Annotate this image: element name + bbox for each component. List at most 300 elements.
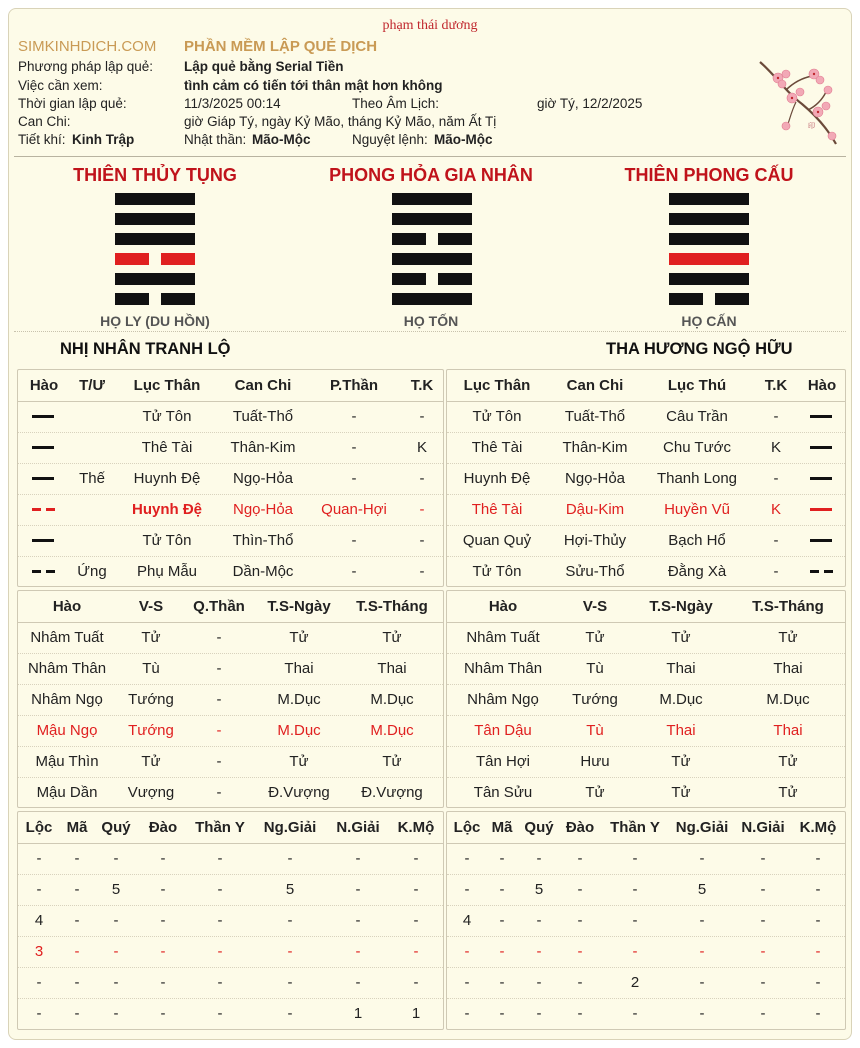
table-cell: - bbox=[773, 408, 779, 425]
table-cell: - bbox=[577, 912, 583, 929]
column-header: Can Chi bbox=[566, 377, 624, 394]
table-row bbox=[447, 556, 845, 587]
hexagram-line-segment bbox=[438, 233, 472, 245]
hexagram-mutual bbox=[392, 193, 472, 313]
table-cell: - bbox=[760, 912, 766, 929]
hexagram-line bbox=[115, 213, 195, 225]
table-row bbox=[447, 874, 845, 906]
table-cell: Dần-Mộc bbox=[232, 563, 294, 580]
table-cell: Ngọ-Hỏa bbox=[564, 470, 626, 487]
hexagram-line-segment bbox=[115, 293, 149, 305]
table-cell: - bbox=[499, 881, 505, 898]
table-row bbox=[18, 936, 443, 968]
table-header-row bbox=[18, 370, 443, 402]
line-glyph-segment bbox=[46, 508, 55, 511]
table-row bbox=[18, 401, 443, 433]
column-header: Can Chi bbox=[234, 377, 292, 394]
table-cell: Tử bbox=[141, 629, 161, 646]
table-changed-lines bbox=[446, 369, 846, 587]
hexagram-line bbox=[669, 233, 749, 245]
table-cell: - bbox=[216, 660, 222, 677]
line-glyph-segment bbox=[810, 477, 832, 480]
column-header: Đào bbox=[148, 819, 178, 836]
table-cell: 3 bbox=[34, 943, 44, 960]
table-cell: 1 bbox=[411, 1005, 421, 1022]
table-row bbox=[18, 432, 443, 464]
hexagram-line bbox=[115, 233, 195, 245]
table-cell: - bbox=[351, 470, 357, 487]
table-cell: - bbox=[815, 943, 821, 960]
table-cell: Tuất-Thổ bbox=[564, 408, 626, 425]
column-header: T.S-Ngày bbox=[267, 598, 331, 615]
table-cell: 5 bbox=[111, 881, 121, 898]
table-cell: - bbox=[217, 974, 223, 991]
hexagram-line-segment bbox=[392, 293, 472, 305]
column-header: Mã bbox=[66, 819, 88, 836]
table-cell: K bbox=[770, 439, 782, 456]
table-cell: Thân-Kim bbox=[562, 439, 628, 456]
table-cell: - bbox=[36, 974, 42, 991]
hexagram-name-changed: THIÊN PHONG CẤU bbox=[624, 165, 794, 185]
table-cell: - bbox=[464, 1005, 470, 1022]
table-cell: Tử bbox=[778, 784, 798, 801]
table-cell: - bbox=[36, 850, 42, 867]
palace-main: HỌ LY (DU HỒN) bbox=[100, 313, 210, 329]
table-row bbox=[18, 777, 443, 808]
table-cell: Thanh Long bbox=[656, 470, 738, 487]
table-row bbox=[18, 684, 443, 716]
table-cell: - bbox=[632, 912, 638, 929]
table-row bbox=[447, 684, 845, 716]
column-header: K.Mộ bbox=[397, 819, 435, 836]
table-cell: - bbox=[760, 881, 766, 898]
table-cell: - bbox=[760, 943, 766, 960]
line-glyph bbox=[810, 525, 834, 556]
table-row bbox=[18, 715, 443, 747]
method-label: Phương pháp lập quẻ: bbox=[18, 59, 153, 74]
table-cell: - bbox=[632, 850, 638, 867]
table-cell: Thai bbox=[773, 722, 803, 739]
table-cell: Tân Sửu bbox=[473, 784, 533, 801]
table-cell: Tướng bbox=[128, 722, 174, 739]
table-cell: Quan-Hợi bbox=[321, 501, 387, 518]
table-cell: - bbox=[355, 974, 361, 991]
table-cell: - bbox=[74, 1005, 80, 1022]
line-glyph-segment bbox=[810, 446, 832, 449]
table-cell: 2 bbox=[630, 974, 640, 991]
question-label: Việc cần xem: bbox=[18, 78, 103, 93]
table-cell: Thai bbox=[773, 660, 803, 677]
table-row bbox=[447, 401, 845, 433]
table-row bbox=[447, 777, 845, 808]
table-cell: - bbox=[160, 850, 166, 867]
table-cell: - bbox=[113, 850, 119, 867]
line-glyph-segment bbox=[32, 415, 54, 418]
table-row bbox=[447, 905, 845, 937]
table-cell: M.Dục bbox=[766, 691, 810, 708]
column-header: T.S-Ngày bbox=[649, 598, 713, 615]
author-name: phạm thái dương bbox=[382, 18, 478, 33]
table-cell: - bbox=[577, 974, 583, 991]
table-cell: M.Dục bbox=[370, 691, 414, 708]
table-cell: - bbox=[699, 912, 705, 929]
table-cell: Mậu Dần bbox=[36, 784, 98, 801]
table-cell: K bbox=[416, 439, 428, 456]
table-cell: Nhâm Tuất bbox=[30, 629, 104, 646]
column-header: Mã bbox=[491, 819, 513, 836]
month-order-value: Mão-Mộc bbox=[434, 132, 493, 147]
table-cell: - bbox=[217, 1005, 223, 1022]
hexagram-name-main: THIÊN THỦY TỤNG bbox=[73, 165, 237, 185]
line-glyph bbox=[32, 432, 56, 463]
column-header: Hào bbox=[807, 377, 837, 394]
table-changed-stars bbox=[446, 811, 846, 1030]
table-cell: - bbox=[464, 974, 470, 991]
subtitle-right: THA HƯƠNG NGỘ HỮU bbox=[606, 340, 793, 358]
table-cell: - bbox=[632, 881, 638, 898]
table-cell: - bbox=[536, 943, 542, 960]
line-glyph bbox=[32, 463, 56, 494]
table-cell: Thê Tài bbox=[471, 501, 523, 518]
table-row bbox=[447, 936, 845, 968]
table-cell: - bbox=[632, 1005, 638, 1022]
table-cell: - bbox=[773, 563, 779, 580]
line-glyph bbox=[810, 556, 834, 587]
table-cell: Thê Tài bbox=[471, 439, 523, 456]
column-header: Lục Thân bbox=[133, 377, 201, 394]
column-header: K.Mộ bbox=[799, 819, 837, 836]
table-cell: Thai bbox=[284, 660, 314, 677]
table-cell: - bbox=[699, 943, 705, 960]
hexagram-line bbox=[669, 213, 749, 225]
table-cell: - bbox=[160, 1005, 166, 1022]
table-cell: - bbox=[216, 691, 222, 708]
line-glyph-segment bbox=[32, 446, 54, 449]
table-cell: - bbox=[217, 850, 223, 867]
line-glyph-segment bbox=[810, 570, 819, 573]
table-row bbox=[18, 653, 443, 685]
table-cell: - bbox=[632, 943, 638, 960]
table-cell: Mậu Ngọ bbox=[36, 722, 98, 739]
table-cell: Hợi-Thủy bbox=[563, 532, 627, 549]
table-cell: Hưu bbox=[580, 753, 610, 770]
table-cell: - bbox=[287, 912, 293, 929]
table-cell: - bbox=[419, 470, 425, 487]
table-cell: - bbox=[419, 563, 425, 580]
table-row bbox=[18, 905, 443, 937]
table-cell: - bbox=[413, 912, 419, 929]
table-cell: Nhâm Thân bbox=[463, 660, 543, 677]
table-header-row bbox=[18, 591, 443, 623]
hexagram-line-segment bbox=[392, 213, 472, 225]
month-order-label: Nguyệt lệnh: bbox=[352, 132, 428, 147]
table-cell: Tử Tôn bbox=[472, 563, 522, 580]
table-cell: - bbox=[815, 912, 821, 929]
hexagram-line bbox=[669, 273, 749, 285]
table-cell: Tử bbox=[289, 629, 309, 646]
hexagram-line bbox=[392, 213, 472, 225]
column-header: Lục Thân bbox=[463, 377, 531, 394]
table-cell: - bbox=[351, 532, 357, 549]
hexagram-line-segment bbox=[715, 293, 749, 305]
table-cell: - bbox=[74, 974, 80, 991]
table-cell: K bbox=[770, 501, 782, 518]
line-glyph-segment bbox=[46, 570, 55, 573]
table-cell: 5 bbox=[534, 881, 544, 898]
hexagram-line-segment bbox=[392, 193, 472, 205]
table-row bbox=[18, 622, 443, 654]
table-row bbox=[447, 525, 845, 557]
table-cell: Tử bbox=[141, 753, 161, 770]
line-glyph bbox=[810, 494, 834, 525]
table-cell: 4 bbox=[462, 912, 472, 929]
column-header: Hào bbox=[52, 598, 82, 615]
table-cell: - bbox=[355, 881, 361, 898]
table-cell: - bbox=[160, 881, 166, 898]
table-cell: 4 bbox=[34, 912, 44, 929]
table-cell: - bbox=[464, 850, 470, 867]
table-cell: Tử Tôn bbox=[142, 408, 192, 425]
table-cell: - bbox=[419, 532, 425, 549]
table-cell: Thai bbox=[666, 722, 696, 739]
column-header: Q.Thần bbox=[193, 598, 245, 615]
line-glyph-segment bbox=[32, 570, 41, 573]
line-glyph bbox=[32, 525, 56, 556]
table-cell: - bbox=[577, 881, 583, 898]
table-cell: Tử bbox=[671, 629, 691, 646]
table-cell: - bbox=[216, 629, 222, 646]
table-main-stars bbox=[17, 811, 444, 1030]
table-row bbox=[18, 463, 443, 495]
table-cell: Thân-Kim bbox=[230, 439, 296, 456]
column-header: Hào bbox=[29, 377, 59, 394]
table-cell: - bbox=[351, 408, 357, 425]
column-header: Lục Thú bbox=[667, 377, 727, 394]
hexagram-line-segment bbox=[115, 253, 149, 265]
table-cell: - bbox=[287, 1005, 293, 1022]
column-header: T/Ư bbox=[79, 377, 105, 394]
table-header-row bbox=[18, 812, 443, 844]
hexagram-changed bbox=[669, 193, 749, 313]
table-cell: - bbox=[499, 850, 505, 867]
time-value: 11/3/2025 00:14 bbox=[184, 96, 281, 111]
canchi-value: giờ Giáp Tý, ngày Kỷ Mão, tháng Kỷ Mão, năm Ất Tị bbox=[184, 114, 497, 129]
hexagram-line bbox=[669, 193, 749, 205]
table-cell: - bbox=[355, 912, 361, 929]
column-header: Ng.Giải bbox=[675, 819, 729, 836]
table-cell: Đằng Xà bbox=[667, 563, 727, 580]
line-glyph-segment bbox=[810, 508, 832, 511]
column-header: V-S bbox=[138, 598, 164, 615]
table-cell: Huynh Đệ bbox=[131, 501, 203, 518]
column-header: Đào bbox=[565, 819, 595, 836]
table-cell: Nhâm Ngọ bbox=[31, 691, 103, 708]
table-cell: Tướng bbox=[128, 691, 174, 708]
table-cell: Tử bbox=[778, 629, 798, 646]
table-cell: Tử bbox=[585, 784, 605, 801]
hexagram-line bbox=[115, 193, 195, 205]
hexagram-line-segment bbox=[438, 273, 472, 285]
table-cell: Mậu Thìn bbox=[35, 753, 99, 770]
table-cell: - bbox=[74, 912, 80, 929]
table-cell: Tử Tôn bbox=[472, 408, 522, 425]
column-header: Quý bbox=[101, 819, 131, 836]
table-row bbox=[18, 525, 443, 557]
palace-mutual: HỌ TỐN bbox=[403, 313, 459, 329]
table-cell: Tuất-Thổ bbox=[232, 408, 294, 425]
table-cell: - bbox=[815, 1005, 821, 1022]
table-cell: - bbox=[815, 881, 821, 898]
table-cell: - bbox=[160, 974, 166, 991]
table-cell: - bbox=[413, 881, 419, 898]
hexagram-line-segment bbox=[115, 193, 195, 205]
solar-term-label: Tiết khí: bbox=[18, 132, 66, 147]
column-header: V-S bbox=[582, 598, 608, 615]
table-row bbox=[18, 998, 443, 1029]
table-cell: Phụ Mẫu bbox=[136, 563, 198, 580]
table-cell: - bbox=[74, 943, 80, 960]
table-cell: - bbox=[113, 1005, 119, 1022]
table-cell: - bbox=[577, 850, 583, 867]
column-header: Ng.Giải bbox=[263, 819, 317, 836]
table-row bbox=[18, 967, 443, 999]
line-glyph bbox=[32, 494, 56, 525]
line-glyph-segment bbox=[810, 539, 832, 542]
lunar-value: giờ Tý, 12/2/2025 bbox=[537, 96, 643, 111]
table-row bbox=[18, 494, 443, 526]
table-row bbox=[447, 463, 845, 495]
table-cell: - bbox=[74, 881, 80, 898]
hexagram-line bbox=[115, 293, 195, 305]
table-cell: - bbox=[464, 943, 470, 960]
table-cell: Tân Dậu bbox=[474, 722, 532, 739]
table-cell: Tù bbox=[586, 660, 604, 677]
table-cell: - bbox=[217, 912, 223, 929]
solar-term-value: Kinh Trập bbox=[72, 132, 135, 147]
day-spirit-label: Nhật thần: bbox=[184, 132, 247, 147]
column-header: P.Thần bbox=[329, 377, 379, 394]
table-cell: Thê Tài bbox=[141, 439, 193, 456]
hexagram-name-mutual: PHONG HỎA GIA NHÂN bbox=[329, 165, 533, 185]
table-cell: 1 bbox=[353, 1005, 363, 1022]
hexagram-line-segment bbox=[115, 233, 195, 245]
column-header: N.Giải bbox=[336, 819, 380, 836]
table-cell: - bbox=[815, 850, 821, 867]
table-row bbox=[18, 556, 443, 587]
day-spirit-value: Mão-Mộc bbox=[252, 132, 311, 147]
table-cell: - bbox=[287, 974, 293, 991]
table-cell: - bbox=[287, 943, 293, 960]
hexagram-line-segment bbox=[669, 213, 749, 225]
table-cell: - bbox=[355, 943, 361, 960]
table-row bbox=[447, 653, 845, 685]
table-cell: - bbox=[36, 1005, 42, 1022]
line-glyph-segment bbox=[32, 508, 41, 511]
table-row bbox=[447, 843, 845, 875]
table-cell: Đ.Vượng bbox=[361, 784, 423, 801]
table-cell: - bbox=[499, 912, 505, 929]
column-header: Hào bbox=[488, 598, 518, 615]
table-cell: - bbox=[113, 943, 119, 960]
table-cell: - bbox=[760, 850, 766, 867]
table-row bbox=[447, 998, 845, 1029]
table-cell: - bbox=[815, 974, 821, 991]
table-cell: Huynh Đệ bbox=[133, 470, 201, 487]
table-cell: Thai bbox=[377, 660, 407, 677]
hexagram-line-segment bbox=[392, 253, 472, 265]
line-glyph bbox=[810, 463, 834, 494]
table-cell: Huyền Vũ bbox=[664, 501, 730, 518]
table-row bbox=[447, 622, 845, 654]
table-row bbox=[18, 874, 443, 906]
column-header: N.Giải bbox=[741, 819, 785, 836]
column-header: T.K bbox=[410, 377, 434, 394]
table-cell: - bbox=[577, 1005, 583, 1022]
table-cell: Tử bbox=[382, 629, 402, 646]
table-cell: - bbox=[355, 850, 361, 867]
table-cell: Câu Trần bbox=[666, 408, 728, 425]
table-cell: - bbox=[113, 912, 119, 929]
subtitle-left: NHỊ NHÂN TRANH LỘ bbox=[60, 340, 231, 358]
column-header: Quý bbox=[524, 819, 554, 836]
hexagram-line-segment bbox=[161, 293, 195, 305]
table-cell: Nhâm Tuất bbox=[466, 629, 540, 646]
table-cell: Đ.Vượng bbox=[268, 784, 330, 801]
table-row bbox=[18, 746, 443, 778]
table-cell: - bbox=[216, 784, 222, 801]
table-cell: Tân Hợi bbox=[475, 753, 531, 770]
table-cell: - bbox=[419, 408, 425, 425]
table-cell: Thìn-Thổ bbox=[232, 532, 294, 549]
table-cell: - bbox=[773, 470, 779, 487]
table-cell: Tử bbox=[382, 753, 402, 770]
table-cell: - bbox=[536, 850, 542, 867]
line-glyph-segment bbox=[810, 415, 832, 418]
line-glyph-segment bbox=[32, 539, 54, 542]
hexagram-line-segment bbox=[115, 273, 195, 285]
table-row bbox=[447, 746, 845, 778]
table-cell: - bbox=[699, 1005, 705, 1022]
table-cell: Sửu-Thổ bbox=[565, 563, 625, 580]
hexagram-main bbox=[115, 193, 195, 313]
table-cell: Thai bbox=[666, 660, 696, 677]
table-main-status bbox=[17, 590, 444, 808]
table-cell: - bbox=[419, 501, 425, 518]
column-header: T.K bbox=[764, 377, 788, 394]
table-cell: M.Dục bbox=[659, 691, 703, 708]
hexagram-line-segment bbox=[669, 253, 749, 265]
table-cell: - bbox=[699, 974, 705, 991]
table-cell: M.Dục bbox=[370, 722, 414, 739]
table-cell: Tù bbox=[142, 660, 160, 677]
hexagram-line bbox=[669, 293, 749, 305]
palace-changed: HỌ CẤN bbox=[681, 313, 737, 329]
table-cell: Ngọ-Hỏa bbox=[232, 501, 294, 518]
line-glyph bbox=[810, 401, 834, 432]
table-cell: - bbox=[160, 943, 166, 960]
column-header: Lộc bbox=[25, 819, 53, 836]
hexagram-line-segment bbox=[161, 253, 195, 265]
line-glyph bbox=[32, 401, 56, 432]
table-cell: M.Dục bbox=[277, 722, 321, 739]
brand-link[interactable]: SIMKINHDICH.COM bbox=[18, 38, 157, 55]
line-glyph-segment bbox=[32, 477, 54, 480]
hexagram-line-segment bbox=[392, 273, 426, 285]
table-cell: - bbox=[536, 974, 542, 991]
table-header-row bbox=[447, 812, 845, 844]
table-row bbox=[447, 432, 845, 464]
table-cell: Ứng bbox=[77, 563, 107, 580]
